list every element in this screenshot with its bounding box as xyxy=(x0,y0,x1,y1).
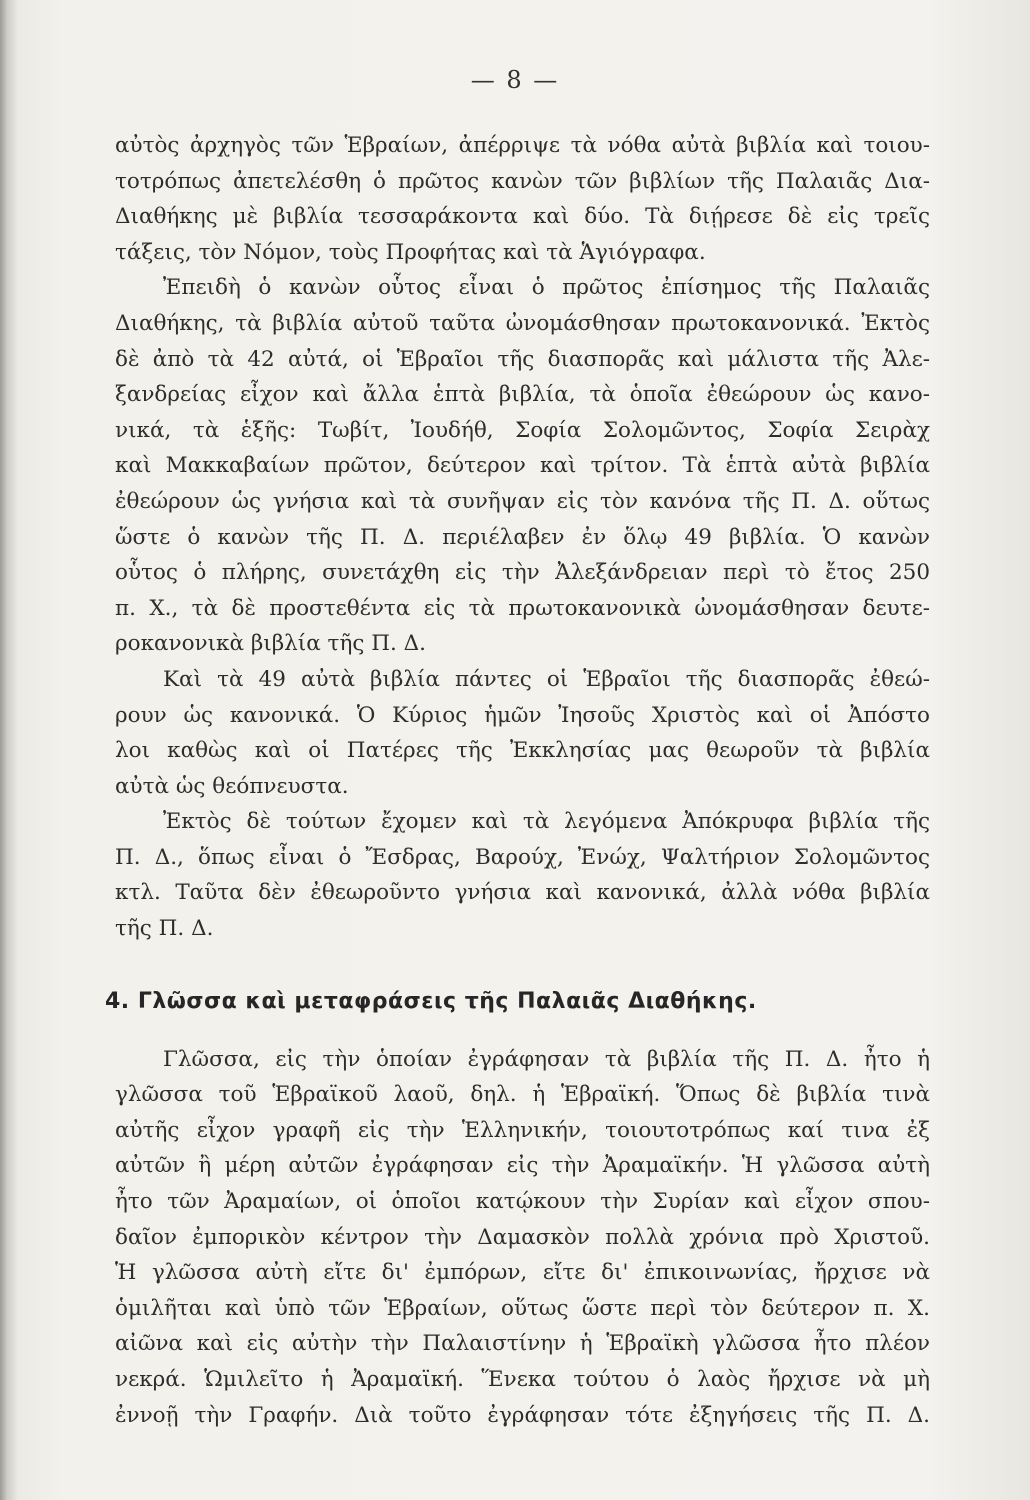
text-line: τάξεις, τὸν Νόμον, τοὺς Προφήτας καὶ τὰ Ἁγιόγραφα. xyxy=(115,239,706,265)
text-line: αἰῶνα καὶ εἰς αὐτὴν τὴν Παλαιστίνην ἡ Ἑβραϊκὴ γλῶσσα ἦτο πλέον xyxy=(115,1331,930,1357)
text-line: Π. Δ., ὅπως εἶναι ὁ Ἔσδρας, Βαρούχ, Ἐνώχ, Ψαλτήριον Σολομῶντος xyxy=(115,844,930,870)
heading-spacer xyxy=(115,947,930,982)
text-line: Διαθήκης, τὰ βιβλία αὐτοῦ ταῦτα ὠνομάσθησαν πρωτοκανονικά. Ἐκτὸς xyxy=(115,310,930,336)
text-line: αὐτῆς εἶχον γραφῆ εἰς τὴν Ἑλληνικήν, τοιουτοτρόπως καί τινα ἐξ xyxy=(115,1117,930,1143)
text-line: ὥστε ὁ κανὼν τῆς Π. Δ. περιέλαβεν ἐν ὅλῳ 49 βιβλία. Ὁ κανὼν xyxy=(115,524,930,550)
text-line: αὐτῶν ἢ μέρη αὐτῶν ἐγράφησαν εἰς τὴν Ἀραμαϊκήν. Ἡ γλῶσσα αὐτὴ xyxy=(115,1153,930,1179)
text-line: κτλ. Ταῦτα δὲν ἐθεωροῦντο γνήσια καὶ κανονικά, ἀλλὰ νόθα βιβλία xyxy=(115,880,930,906)
text-line: Καὶ τὰ 49 αὐτὰ βιβλία πάντες οἱ Ἑβραῖοι τῆς διασπορᾶς ἐθεώ- xyxy=(163,666,930,692)
section-heading: 4. Γλῶσσα καὶ μεταφράσεις τῆς Παλαιᾶς Διαθήκης. xyxy=(105,988,757,1014)
text-line: ξανδρείας εἶχον καὶ ἄλλα ἑπτὰ βιβλία, τὰ ὁποῖα ἐθεώρουν ὡς κανο- xyxy=(115,382,930,408)
page-number: — 8 — xyxy=(470,66,560,94)
text-line: νικά, τὰ ἑξῆς: Τωβίτ, Ἰουδήθ, Σοφία Σολομῶντος, Σοφία Σειρὰχ xyxy=(115,417,930,443)
text-line: δὲ ἀπὸ τὰ 42 αὐτά, οἱ Ἑβραῖοι τῆς διασπορᾶς καὶ μάλιστα τῆς Ἀλε- xyxy=(115,346,930,372)
text-line: π. Χ., τὰ δὲ προστεθέντα εἰς τὰ πρωτοκανονικὰ ὠνομάσθησαν δευτε- xyxy=(115,595,930,621)
text-line: λοι καθὼς καὶ οἱ Πατέρες τῆς Ἐκκλησίας μας θεωροῦν τὰ βιβλία xyxy=(115,738,930,764)
text-line: Ἐκτὸς δὲ τούτων ἔχομεν καὶ τὰ λεγόμενα Ἀπόκρυφα βιβλία τῆς xyxy=(163,809,930,835)
text-line: ὁμιλῆται καὶ ὑπὸ τῶν Ἑβραίων, οὕτως ὥστε περὶ τὸν δεύτερον π. Χ. xyxy=(115,1295,930,1321)
text-line: Γλῶσσα, εἰς τὴν ὁποίαν ἐγράφησαν τὰ βιβλία τῆς Π. Δ. ἦτο ἡ xyxy=(163,1046,930,1072)
text-line: ἐθεώρουν ὡς γνήσια καὶ τὰ συνῆψαν εἰς τὸν κανόνα τῆς Π. Δ. οὕτως xyxy=(115,488,930,514)
text-line: Διαθήκης μὲ βιβλία τεσσαράκοντα καὶ δύο. Τὰ διῄρεσε δὲ εἰς τρεῖς xyxy=(115,204,930,230)
text-line: ἐννοῇ τὴν Γραφήν. Διὰ τοῦτο ἐγράφησαν τότε ἐξηγήσεις τῆς Π. Δ. xyxy=(115,1402,930,1428)
text-line: νεκρά. Ὡμιλεῖτο ἡ Ἀραμαϊκή. Ἕνεκα τούτου ὁ λαὸς ἤρχισε νὰ μὴ xyxy=(115,1367,930,1392)
text-line: οὗτος ὁ πλήρης, συνετάχθη εἰς τὴν Ἀλεξάνδρειαν περὶ τὸ ἔτος 250 xyxy=(115,560,930,586)
text-line: γλῶσσα τοῦ Ἑβραϊκοῦ λαοῦ, δηλ. ἡ Ἑβραϊκή. Ὅπως δὲ βιβλία τινὰ xyxy=(115,1082,930,1108)
text-line: δαῖον ἐμπορικὸν κέντρον τὴν Δαμασκὸν πολλὰ χρόνια πρὸ Χριστοῦ. xyxy=(115,1224,930,1250)
page-edge-shadow xyxy=(0,0,18,1500)
text-line: Ἐπειδὴ ὁ κανὼν οὗτος εἶναι ὁ πρῶτος ἐπίσημος τῆς Παλαιᾶς xyxy=(163,275,930,301)
text-line: αὐτὸς ἀρχηγὸς τῶν Ἑβραίων, ἀπέρριψε τὰ νόθα αὐτὰ βιβλία καὶ τοιου- xyxy=(115,133,930,158)
text-line: καὶ Μακκαβαίων πρῶτον, δεύτερον καὶ τρίτον. Τὰ ἑπτὰ αὐτὰ βιβλία xyxy=(115,453,930,479)
text-line: Ἡ γλῶσσα αὐτὴ εἴτε δι' ἐμπόρων, εἴτε δι' ἐπικοινωνίας, ἤρχισε νὰ xyxy=(115,1260,930,1286)
text-line: ροκανονικὰ βιβλία τῆς Π. Δ. xyxy=(115,631,426,657)
text-line: ρουν ὡς κανονικά. Ὁ Κύριος ἡμῶν Ἰησοῦς Χριστὸς καὶ οἱ Ἀπόστο xyxy=(115,702,930,728)
body-text xyxy=(105,128,930,1433)
text-line: ἦτο τῶν Ἀραμαίων, οἱ ὁποῖοι κατῴκουν τὴν Συρίαν καὶ εἶχον σπου- xyxy=(115,1189,930,1215)
text-line: τῆς Π. Δ. xyxy=(115,916,214,942)
text-line: τοτρόπως ἀπετελέσθη ὁ πρῶτος κανὼν τῶν βιβλίων τῆς Παλαιᾶς Δια- xyxy=(115,168,930,194)
paragraphs-language xyxy=(115,1042,930,1434)
text-line: αὐτὰ ὡς θεόπνευστα. xyxy=(115,773,349,799)
paragraphs-canon xyxy=(115,128,930,947)
